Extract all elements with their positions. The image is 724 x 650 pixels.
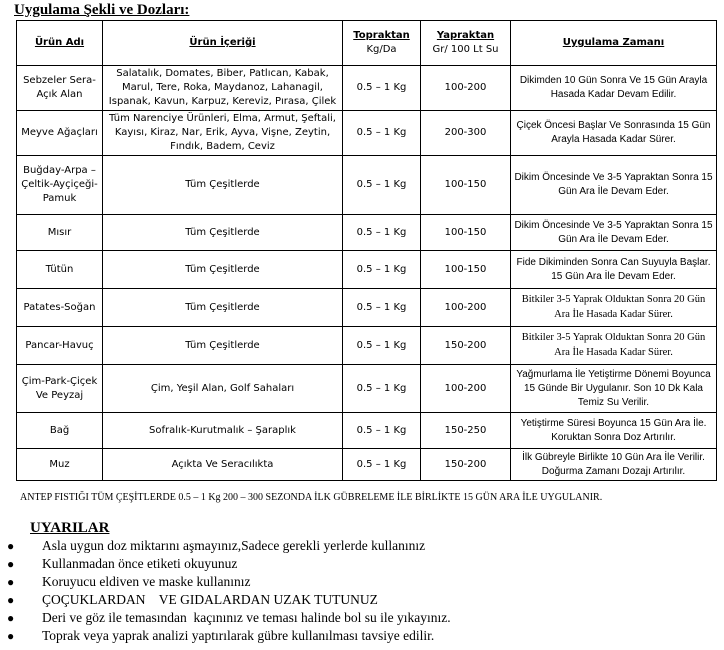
table-row — [17, 327, 717, 365]
cell-yapraktan: 150-250 — [421, 413, 511, 449]
cell-zaman: Dikim Öncesinde Ve 3-5 Yapraktan Sonra 15 Gün Ara İle Devam Eder. — [511, 156, 717, 215]
bullet-icon: ● — [7, 593, 15, 607]
cell-urun: Mısır — [17, 215, 103, 251]
header-urun-adi: Ürün Adı — [17, 21, 103, 66]
cell-yapraktan: 100-150 — [421, 156, 511, 215]
cell-icerik: Sofralık-Kurutmalık – Şaraplık — [103, 413, 343, 449]
cell-yapraktan: 100-200 — [421, 365, 511, 413]
cell-yapraktan: 150-200 — [421, 327, 511, 365]
cell-topraktan: 0.5 – 1 Kg — [343, 66, 421, 111]
header-topraktan: Topraktan Kg/Da — [343, 21, 421, 66]
cell-yapraktan: 100-150 — [421, 251, 511, 289]
cell-topraktan: 0.5 – 1 Kg — [343, 327, 421, 365]
cell-zaman: Fide Dikiminden Sonra Can Suyuyla Başlar. 15 Gün Ara İle Devam Eder. — [511, 251, 717, 289]
warnings-title: UYARILAR — [30, 520, 110, 536]
list-item: ● Kullanmadan önce etiketi okuyunuz — [7, 556, 238, 571]
antep-fistigi-note: ANTEP FISTIĞI TÜM ÇEŞİTLERDE 0.5 – 1 Kg 200 – 300 SEZONDA İLK GÜBRELEME İLE BİRLİKTE 15 GÜN ARA İLE UYGULANIR. — [20, 492, 603, 503]
bullet-icon: ● — [7, 611, 15, 625]
list-item: ● Toprak veya yaprak analizi yaptırılarak gübre kullanılması tavsiye edilir. — [7, 628, 435, 643]
table-row — [17, 365, 717, 413]
cell-urun: Bağ — [17, 413, 103, 449]
cell-icerik: Tüm Çeşitlerde — [103, 327, 343, 365]
cell-topraktan: 0.5 – 1 Kg — [343, 413, 421, 449]
header-yapraktan: Yapraktan Gr/ 100 Lt Su — [421, 21, 511, 66]
bullet-icon: ● — [7, 539, 15, 553]
cell-yapraktan: 150-200 — [421, 449, 511, 481]
cell-zaman: Bitkiler 3-5 Yaprak Olduktan Sonra 20 Gün Ara İle Hasada Kadar Sürer. — [511, 289, 717, 327]
cell-zaman: Dikim Öncesinde Ve 3-5 Yapraktan Sonra 15 Gün Ara İle Devam Eder. — [511, 215, 717, 251]
cell-icerik: Çim, Yeşil Alan, Golf Sahaları — [103, 365, 343, 413]
header-urun-icerigi: Ürün İçeriği — [103, 21, 343, 66]
table-header-row — [17, 21, 717, 66]
cell-icerik: Salatalık, Domates, Biber, Patlıcan, Kabak, Marul, Tere, Roka, Maydanoz, Lahanagil, Ispanak, Kavun, Karpuz, Kereviz, Pırasa, Çilek — [103, 66, 343, 111]
cell-urun: Meyve Ağaçları — [17, 111, 103, 156]
page-title: Uygulama Şekli ve Dozları: — [14, 2, 190, 18]
cell-zaman: Yağmurlama İle Yetiştirme Dönemi Boyunca 15 Günde Bir Uygulanır. Son 10 Dk Kala Temiz Su Verilir. — [511, 365, 717, 413]
cell-urun: Buğday-Arpa – Çeltik-Ayçiçeği-Pamuk — [17, 156, 103, 215]
list-item: ● ÇOÇUKLARDAN VE GIDALARDAN UZAK TUTUNUZ — [7, 592, 378, 607]
table-row — [17, 111, 717, 156]
cell-topraktan: 0.5 – 1 Kg — [343, 156, 421, 215]
table-row — [17, 413, 717, 449]
cell-topraktan: 0.5 – 1 Kg — [343, 365, 421, 413]
cell-yapraktan: 200-300 — [421, 111, 511, 156]
bullet-icon: ● — [7, 557, 15, 571]
cell-icerik: Açıkta Ve Seracılıkta — [103, 449, 343, 481]
table-row — [17, 289, 717, 327]
list-item: ● Deri ve göz ile temasından kaçınınız ve teması halinde bol su ile yıkayınız. — [7, 610, 451, 625]
cell-icerik: Tüm Çeşitlerde — [103, 215, 343, 251]
cell-yapraktan: 100-200 — [421, 66, 511, 111]
warnings-list — [0, 537, 451, 645]
table-row — [17, 215, 717, 251]
cell-topraktan: 0.5 – 1 Kg — [343, 449, 421, 481]
cell-icerik: Tüm Narenciye Ürünleri, Elma, Armut, Şeftali, Kayısı, Kiraz, Nar, Erik, Ayva, Vişne, Zeytin, Fındık, Badem, Ceviz — [103, 111, 343, 156]
table-row — [17, 449, 717, 481]
cell-urun: Sebzeler Sera-Açık Alan — [17, 66, 103, 111]
table-row — [17, 251, 717, 289]
cell-icerik: Tüm Çeşitlerde — [103, 289, 343, 327]
cell-yapraktan: 100-150 — [421, 215, 511, 251]
cell-icerik: Tüm Çeşitlerde — [103, 251, 343, 289]
cell-zaman: Dikimden 10 Gün Sonra Ve 15 Gün Arayla Hasada Kadar Devam Edilir. — [511, 66, 717, 111]
cell-topraktan: 0.5 – 1 Kg — [343, 215, 421, 251]
cell-urun: Çim-Park-Çiçek Ve Peyzaj — [17, 365, 103, 413]
cell-urun: Tütün — [17, 251, 103, 289]
cell-zaman: Yetiştirme Süresi Boyunca 15 Gün Ara İle. Koruktan Sonra Doz Artırılır. — [511, 413, 717, 449]
table-row — [17, 156, 717, 215]
cell-topraktan: 0.5 – 1 Kg — [343, 251, 421, 289]
cell-urun: Pancar-Havuç — [17, 327, 103, 365]
cell-zaman: İlk Gübreyle Birlikte 10 Gün Ara İle Verilir. Doğurma Zamanı Dozajı Artırılır. — [511, 449, 717, 481]
cell-zaman: Çiçek Öncesi Başlar Ve Sonrasında 15 Gün Arayla Hasada Kadar Sürer. — [511, 111, 717, 156]
table-row — [17, 66, 717, 111]
bullet-icon: ● — [7, 575, 15, 589]
bullet-icon: ● — [7, 629, 15, 643]
cell-icerik: Tüm Çeşitlerde — [103, 156, 343, 215]
cell-zaman: Bitkiler 3-5 Yaprak Olduktan Sonra 20 Gün Ara İle Hasada Kadar Sürer. — [511, 327, 717, 365]
list-item: ● Koruyucu eldiven ve maske kullanınız — [7, 574, 251, 589]
list-item: ● Asla uygun doz miktarını aşmayınız,Sadece gerekli yerlerde kullanınız — [7, 538, 426, 553]
cell-urun: Muz — [17, 449, 103, 481]
cell-yapraktan: 100-200 — [421, 289, 511, 327]
cell-topraktan: 0.5 – 1 Kg — [343, 111, 421, 156]
header-uygulama-zamani: Uygulama Zamanı — [511, 21, 717, 66]
cell-topraktan: 0.5 – 1 Kg — [343, 289, 421, 327]
cell-urun: Patates-Soğan — [17, 289, 103, 327]
dosage-table — [16, 20, 717, 481]
